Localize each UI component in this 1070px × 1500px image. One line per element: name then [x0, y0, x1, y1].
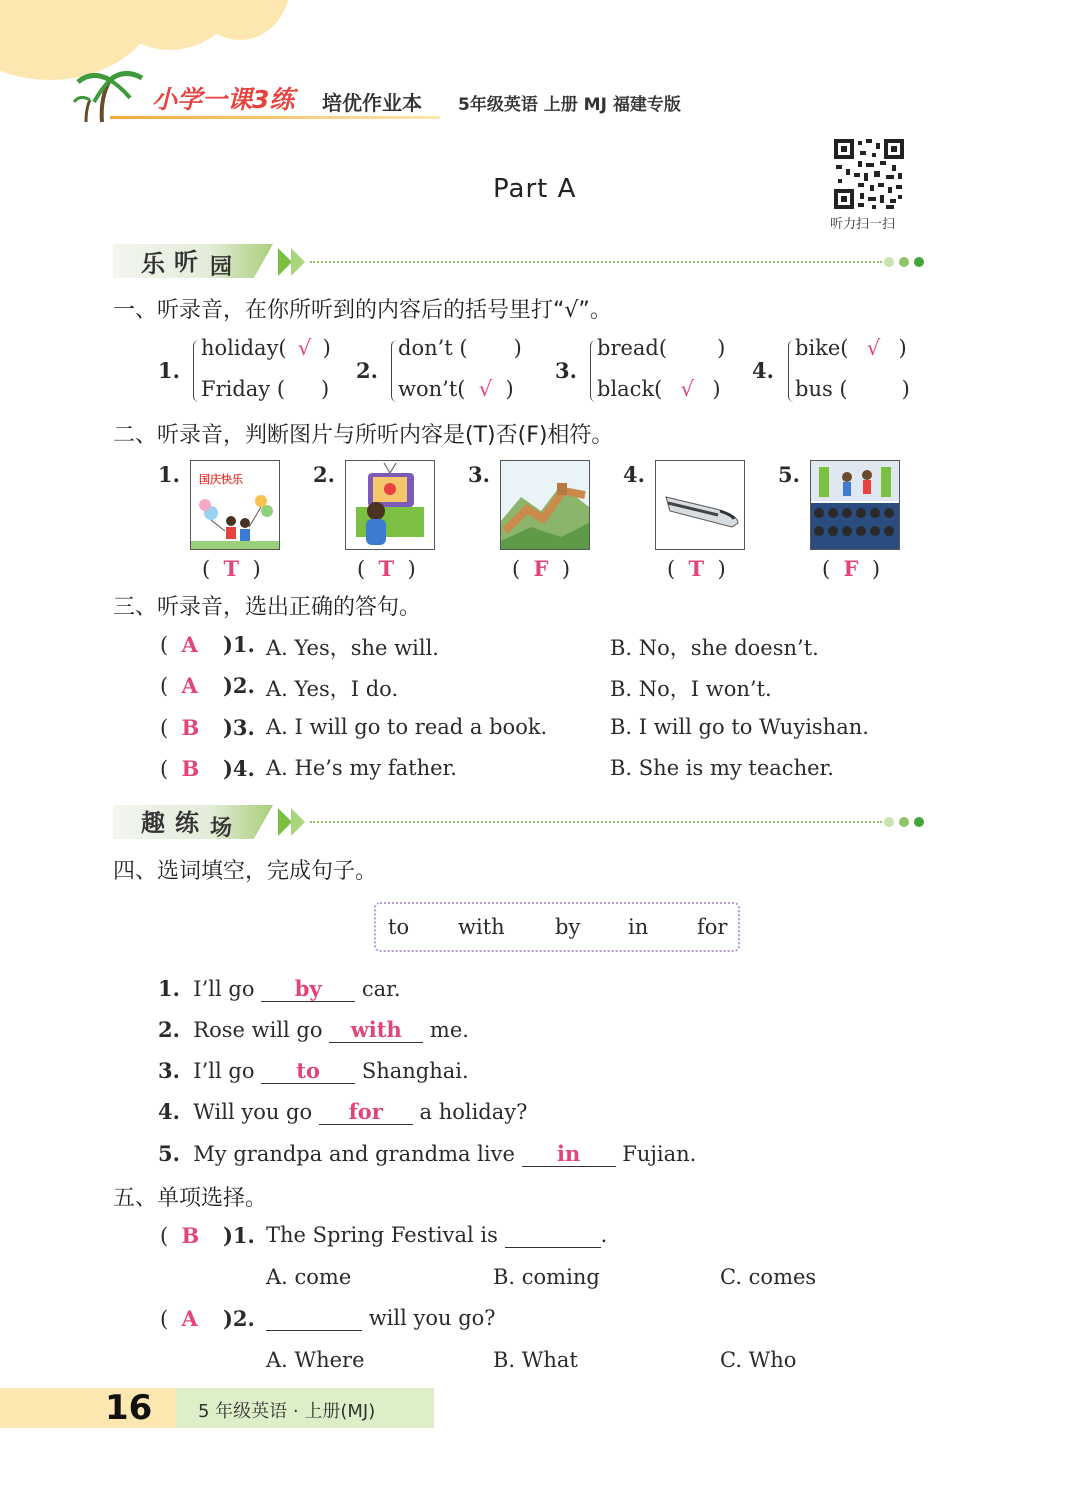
choice-answer[interactable]: B	[181, 715, 200, 740]
choice-answer[interactable]: A	[181, 632, 198, 657]
picture-watching-tv	[345, 460, 435, 550]
divider	[310, 261, 882, 263]
option-b: B. No，she doesn’t.	[610, 636, 819, 660]
tf-answer[interactable]: F	[843, 556, 859, 581]
item-number: 1.	[158, 976, 180, 1001]
check-answer[interactable]: √	[297, 336, 312, 360]
answer-paren: ( T )	[202, 556, 261, 581]
option-a: A. I will go to read a book.	[266, 715, 548, 739]
qr-caption: 听力扫一扫	[830, 217, 896, 232]
picture-national-day	[190, 460, 280, 550]
sentence-start: I’ll go	[193, 1059, 255, 1083]
check-answer[interactable]: √	[866, 336, 881, 360]
dot-icon	[914, 257, 924, 267]
item-number: )3.	[223, 715, 255, 740]
word-option: bread(	[597, 336, 668, 360]
qr-code[interactable]	[832, 137, 906, 211]
item-number: 4.	[752, 358, 774, 383]
theatre-icon	[811, 461, 899, 549]
word-choice: with	[458, 915, 505, 939]
option-b: B. She is my teacher.	[610, 756, 834, 780]
word-option: black(	[597, 377, 663, 401]
dot-icon	[884, 817, 894, 827]
tv-icon	[346, 461, 434, 549]
fill-blank[interactable]: for	[319, 1099, 413, 1125]
option-a: A. Where	[266, 1348, 365, 1372]
arrow-icon	[278, 808, 292, 836]
sentence-start: Rose will go	[193, 1018, 323, 1042]
fill-blank[interactable]: in	[522, 1141, 616, 1167]
brand-title: 小学一课3练	[152, 85, 295, 114]
page-title: Part A	[493, 174, 577, 204]
sentence-end: car.	[361, 977, 401, 1001]
picture-caption: 国庆快乐	[199, 473, 243, 486]
choice-answer[interactable]: B	[181, 756, 200, 781]
arrow-icon	[291, 808, 305, 836]
item-number: 2.	[356, 358, 378, 383]
sentence-end: Shanghai.	[361, 1059, 469, 1083]
question-5-heading: 五、单项选择。	[113, 1186, 268, 1211]
fill-sentence	[158, 1058, 469, 1084]
item-number: )2.	[223, 673, 255, 698]
book-info: 5年级英语 上册 MJ 福建专版	[458, 95, 681, 115]
tf-answer[interactable]: T	[688, 556, 705, 581]
check-answer[interactable]: √	[478, 377, 493, 401]
answer-paren: ( F )	[822, 556, 881, 581]
question-3-heading: 三、听录音，选出正确的答句。	[113, 595, 422, 620]
sentence-end: Fujian.	[622, 1142, 697, 1166]
item-number: )1.	[223, 1223, 255, 1248]
item-number: 3.	[468, 462, 490, 487]
item-number: 1.	[158, 358, 180, 383]
banner-char: 听	[174, 248, 198, 276]
page-number: 16	[105, 1388, 153, 1428]
dot-icon	[914, 817, 924, 827]
train-icon	[656, 461, 744, 549]
option-c: C. comes	[720, 1265, 817, 1289]
picture-audience-show	[810, 460, 900, 550]
dot-icon	[899, 257, 909, 267]
dot-icon	[899, 817, 909, 827]
divider	[310, 821, 882, 823]
option-b: B. What	[493, 1348, 578, 1372]
item-number: )1.	[223, 632, 255, 657]
item-number: )2.	[223, 1306, 255, 1331]
header-rule	[110, 116, 440, 119]
banner-char: 园	[210, 255, 233, 280]
option-a: A. Yes，I do.	[266, 677, 399, 701]
banner-char: 场	[210, 816, 233, 841]
arrow-icon	[278, 248, 292, 276]
word-choice: by	[555, 915, 581, 939]
word-option: Friday (	[201, 377, 286, 401]
word-option: bus (	[795, 377, 848, 401]
sentence-end: me.	[429, 1018, 469, 1042]
word-option: won’t(	[398, 377, 466, 401]
answer-paren: ( A	[160, 673, 198, 698]
picture-great-wall	[500, 460, 590, 550]
fill-blank[interactable]: by	[261, 976, 355, 1002]
word-choice: in	[628, 915, 649, 939]
answer-blank[interactable]	[266, 1306, 362, 1331]
word-option: don’t (	[398, 336, 468, 360]
option-b: B. coming	[493, 1265, 600, 1289]
item-number: 2.	[313, 462, 335, 487]
sentence-start: Will you go	[193, 1100, 313, 1124]
word-choice: to	[388, 915, 410, 939]
word-option: holiday(	[201, 336, 287, 360]
answer-paren: ( A	[160, 1306, 198, 1331]
tf-answer[interactable]: T	[223, 556, 240, 581]
question-4-heading: 四、选词填空，完成句子。	[113, 859, 378, 884]
tf-answer[interactable]: T	[378, 556, 395, 581]
question-1-heading: 一、听录音，在你所听到的内容后的括号里打“√”。	[113, 298, 612, 323]
sentence-end: a holiday?	[419, 1100, 528, 1124]
picture-train	[655, 460, 745, 550]
fill-blank[interactable]: with	[329, 1017, 423, 1043]
stem-end: will you go?	[368, 1306, 496, 1330]
choice-answer[interactable]: B	[181, 1223, 200, 1248]
item-number: 2.	[158, 1017, 180, 1042]
great-wall-icon	[501, 461, 589, 549]
footer-text: 5 年级英语 · 上册(MJ)	[198, 1401, 376, 1422]
choice-answer[interactable]: A	[181, 673, 198, 698]
answer-paren: ( A	[160, 632, 198, 657]
option-c: C. Who	[720, 1348, 797, 1372]
word-choice: for	[697, 915, 728, 939]
item-number: 3.	[555, 358, 577, 383]
fill-sentence	[158, 1141, 696, 1167]
item-number: 4.	[158, 1099, 180, 1124]
sentence-start: I’ll go	[193, 977, 255, 1001]
tf-answer[interactable]: F	[533, 556, 549, 581]
arrow-icon	[291, 248, 305, 276]
question-2-heading: 二、听录音，判断图片与所听内容是(T)否(F)相符。	[113, 423, 614, 448]
option-b: B. No，I won’t.	[610, 677, 772, 701]
answer-paren: ( B	[160, 1223, 200, 1248]
banner-char: 乐	[141, 250, 165, 278]
sentence-start: My grandpa and grandma live	[193, 1142, 515, 1166]
brand-subtitle: 培优作业本	[322, 91, 422, 115]
item-number: 1.	[158, 462, 180, 487]
item-number: )4.	[223, 756, 255, 781]
item-number: 5.	[778, 462, 800, 487]
answer-paren: ( B	[160, 756, 200, 781]
banner-char: 练	[175, 809, 199, 837]
word-option: bike(	[795, 336, 849, 360]
dot-icon	[884, 257, 894, 267]
option-a: A. He’s my father.	[266, 756, 457, 780]
option-a: A. Yes，she will.	[266, 636, 439, 660]
question-stem: The Spring Festival is	[266, 1223, 498, 1247]
check-answer[interactable]: √	[680, 377, 695, 401]
option-b: B. I will go to Wuyishan.	[610, 715, 869, 739]
fill-sentence	[158, 1099, 527, 1125]
qr-code-icon	[832, 137, 906, 211]
stem-end: .	[600, 1223, 608, 1247]
fill-sentence	[158, 976, 401, 1002]
choice-answer[interactable]: A	[181, 1306, 198, 1331]
fill-blank[interactable]: to	[261, 1058, 355, 1084]
banner-char: 趣	[141, 809, 165, 837]
item-number: 3.	[158, 1058, 180, 1083]
item-number: 5.	[158, 1141, 180, 1166]
answer-blank[interactable]	[505, 1223, 601, 1248]
item-number: 4.	[623, 462, 645, 487]
answer-paren: ( F )	[512, 556, 571, 581]
answer-paren: ( T )	[667, 556, 726, 581]
answer-paren: ( B	[160, 715, 200, 740]
children-balloons-icon	[191, 461, 279, 549]
fill-sentence	[158, 1017, 469, 1043]
option-a: A. come	[266, 1265, 352, 1289]
answer-paren: ( T )	[357, 556, 416, 581]
